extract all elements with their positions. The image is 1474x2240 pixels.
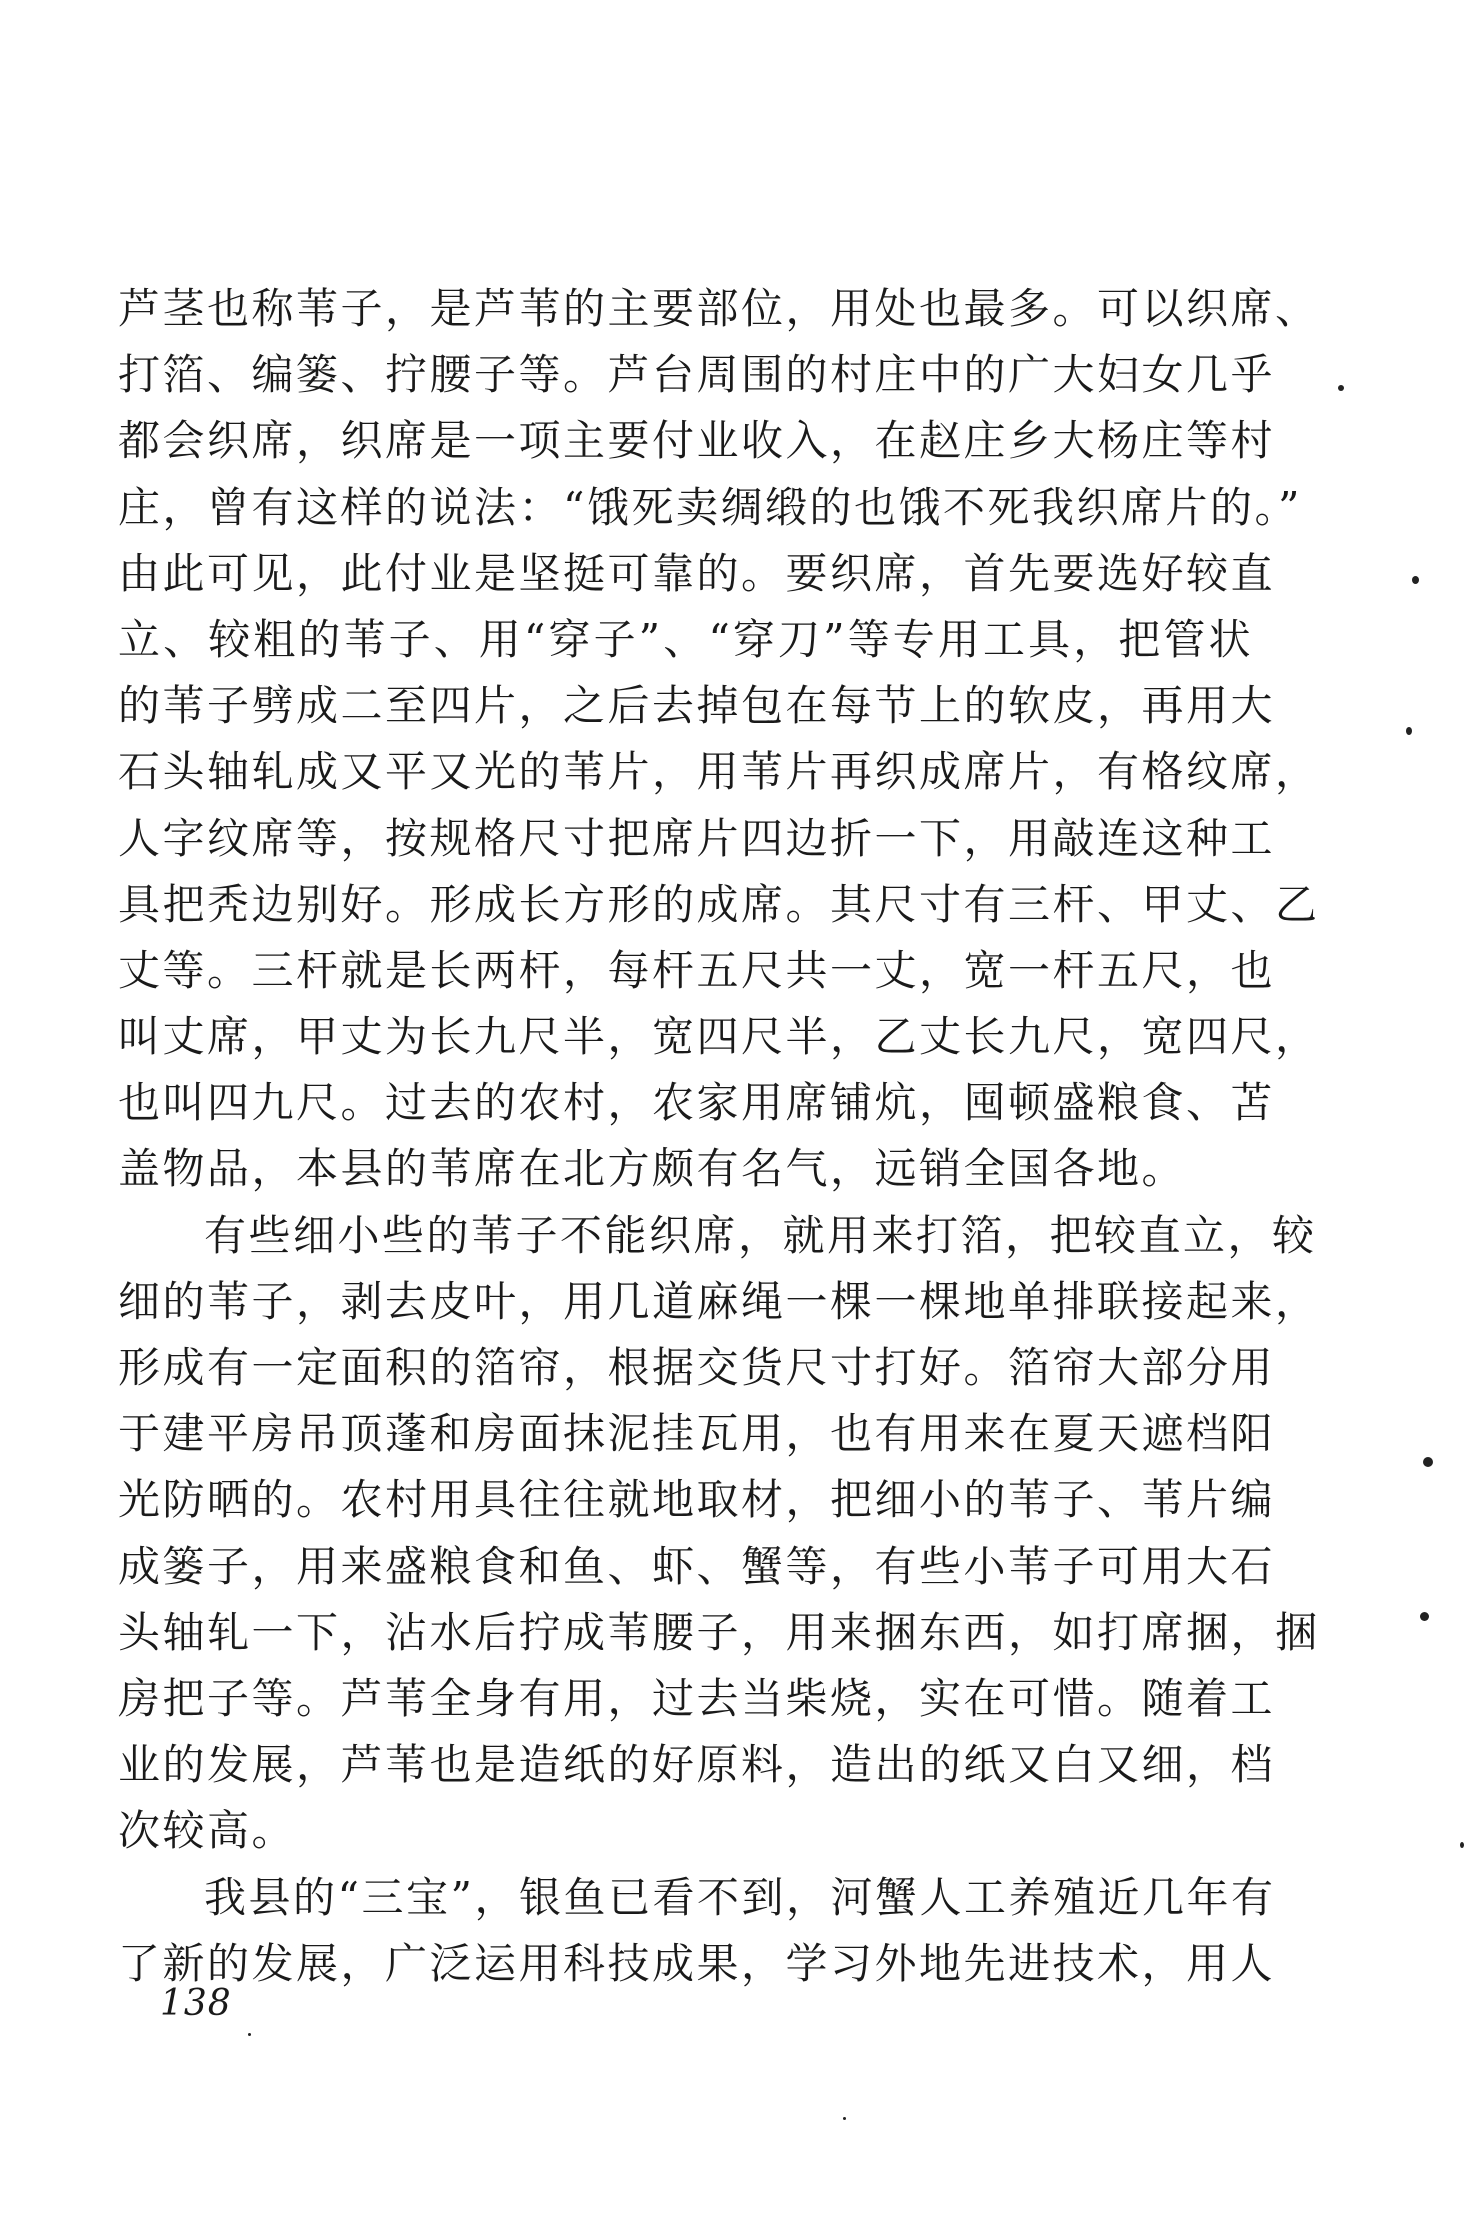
text-line: 光防晒的。农村用具往往就地取材，把细小的苇子、苇片编 [118,1475,1276,1525]
page-number: 138 [160,1983,232,2024]
body-text [118,276,1320,1997]
text-line: 于建平房吊顶蓬和房面抹泥挂瓦用，也有用来在夏天遮档阳 [118,1409,1276,1459]
scan-speck [248,2033,251,2036]
text-line: 立、较粗的苇子、用“穿子”、“穿刀”等专用工具，把管状 [118,614,1253,664]
text-line: 细的苇子，剥去皮叶，用几道麻绳一棵一棵地单排联接起来， [118,1276,1320,1326]
text-line: 了新的发展，广泛运用科技成果，学习外地先进技术，用人 [118,1938,1276,1988]
text-line: 我县的“三宝”，银鱼已看不到，河蟹人工养殖近几年有 [204,1872,1276,1922]
scan-speck [1338,385,1344,391]
text-line: 庄，曾有这样的说法：“饿死卖绸缎的也饿不死我织席片的。” [118,482,1302,532]
text-line: 都会织席，织席是一项主要付业收入，在赵庄乡大杨庄等村 [118,416,1276,466]
scan-speck [1460,1842,1464,1848]
text-line: 芦茎也称苇子，是芦苇的主要部位，用处也最多。可以织席、 [118,284,1320,333]
scan-speck [1423,1457,1433,1467]
text-line: 的苇子劈成二至四片，之后去掉包在每节上的软皮，再用大 [118,681,1276,731]
scan-speck [1420,1612,1429,1621]
text-line: 由此可见，此付业是坚挺可靠的。要织席，首先要选好较直 [118,548,1276,598]
text-line: 叫丈席，甲丈为长九尺半，宽四尺半，乙丈长九尺，宽四尺， [118,1012,1320,1062]
text-line: 有些细小些的苇子不能织席，就用来打箔，把较直立，较 [204,1210,1317,1260]
scan-speck [1406,727,1412,735]
text-line: 盖物品，本县的苇席在北方颇有名气，远销全国各地。 [118,1144,1187,1194]
text-line: 房把子等。芦苇全身有用，过去当柴烧，实在可惜。随着工 [118,1673,1276,1723]
text-line: 形成有一定面积的箔帘，根据交货尺寸打好。箔帘大部分用 [118,1343,1276,1392]
text-line: 头轴轧一下，沾水后拧成苇腰子，用来捆东西，如打席捆，捆 [118,1607,1320,1657]
text-line: 石头轴轧成又平又光的苇片，用苇片再织成席片，有格纹席， [118,747,1320,797]
text-line: 成篓子，用来盛粮食和鱼、虾、蟹等，有些小苇子可用大石 [118,1541,1276,1591]
text-line: 业的发展，芦苇也是造纸的好原料，造出的纸又白又细，档 [118,1740,1276,1790]
scan-speck [843,2117,846,2120]
text-line: 打箔、编篓、拧腰子等。芦台周围的村庄中的广大妇女几乎 [118,350,1276,400]
scan-speck [1412,576,1419,584]
text-line: 也叫四九尺。过去的农村，农家用席铺炕，囤顿盛粮食、苫 [118,1078,1276,1128]
text-line: 次较高。 [118,1806,297,1856]
text-line: 人字纹席等，按规格尺寸把席片四边折一下，用敲连这种工 [118,813,1276,863]
text-line: 具把秃边别好。形成长方形的成席。其尺寸有三杆、甲丈、乙 [118,879,1320,929]
text-line: 丈等。三杆就是长两杆，每杆五尺共一丈，宽一杆五尺，也 [118,945,1276,995]
